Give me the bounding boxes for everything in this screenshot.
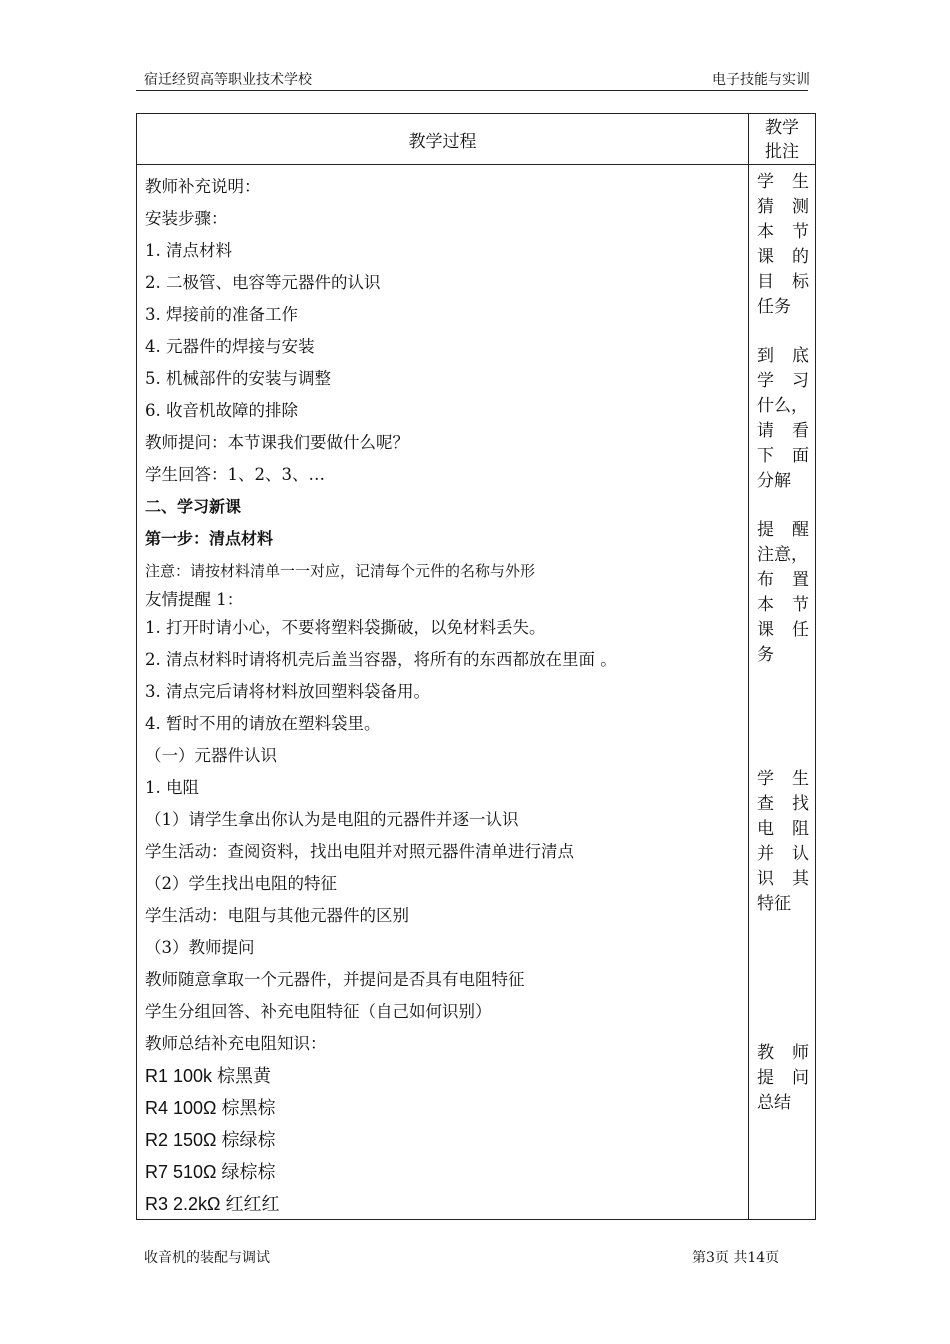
annotation-line: 务 [757, 644, 774, 665]
annotation-line: 注意， [757, 544, 808, 565]
annotation-line: 并 认 [757, 843, 809, 864]
resistor-line: R2 150Ω 棕绿棕 [145, 1130, 276, 1150]
header-school: 宿迁经贸高等职业技术学校 [144, 72, 312, 88]
annotation-line: 本 节 [757, 594, 809, 615]
annotation-line: 提 醒 [757, 520, 809, 540]
annotation-line: 课 任 [757, 619, 809, 640]
annotation-reminder [757, 518, 809, 667]
content-line: （一）元器件认识 [145, 746, 277, 765]
content-line: （2）学生找出电阻的特征 [145, 874, 337, 893]
annotation-line: 分解 [757, 470, 791, 491]
content-line: 学生分组回答、补充电阻特征（自己如何识别） [145, 1002, 492, 1021]
annotation-line: 特征 [757, 893, 791, 914]
annotation-line: 任务 [757, 296, 791, 317]
content-line: 教师提问：本节课我们要做什么呢？ [145, 433, 409, 452]
annotation-guess-goal [757, 170, 809, 319]
content-line: 6. 收音机故障的排除 [145, 401, 298, 420]
annotation-find-resistor [757, 767, 809, 916]
annotation-line: 学 生 [757, 172, 809, 192]
annotation-line: 课 的 [757, 246, 809, 267]
annotation-line: 到 底 [757, 346, 809, 366]
annotation-line: 目 标 [757, 271, 809, 292]
content-line: 教师随意拿取一个元器件，并提问是否具有电阻特征 [145, 970, 525, 989]
content-line: 5. 机械部件的安装与调整 [145, 369, 331, 388]
annotation-line: 布 置 [757, 569, 809, 590]
column-header-notes-line-2: 批注 [765, 142, 799, 162]
column-header-notes [749, 116, 815, 164]
annotation-line: 猜 测 [757, 196, 809, 217]
content-line: 注意：请按材料清单一一对应，记清每个元件的名称与外形 [145, 562, 536, 580]
content-line: 2. 二极管、电容等元器件的认识 [145, 273, 381, 292]
annotation-line: 学 生 [757, 769, 809, 789]
content-line: 3. 焊接前的准备工作 [145, 305, 298, 324]
column-header-notes-line-1: 教学 [765, 118, 799, 138]
annotation-line: 什么， [757, 395, 808, 416]
process-content [145, 171, 743, 1220]
annotation-line: 下 面 [757, 445, 809, 466]
annotation-what-to-learn [757, 344, 809, 493]
annotation-line: 提 问 [757, 1067, 809, 1088]
content-line: 学生活动：电阻与其他元器件的区别 [145, 906, 409, 925]
content-line: （1）请学生拿出你认为是电阻的元器件并逐一认识 [145, 810, 519, 829]
content-line: 4. 暂时不用的请放在塑料袋里。 [145, 714, 381, 733]
header-rule [136, 90, 808, 91]
annotation-line: 电 阻 [757, 818, 809, 839]
content-line: 学生回答：1、2、3、… [145, 465, 325, 484]
lesson-table [136, 113, 816, 1220]
annotation-line: 本 节 [757, 221, 809, 242]
content-line: 安装步骤： [145, 209, 228, 228]
resistor-line: R7 510Ω 绿棕棕 [145, 1162, 276, 1182]
header-row-divider [137, 164, 815, 165]
column-header-process: 教学过程 [408, 131, 477, 152]
footer-page-number: 第3页 共14页 [692, 1250, 780, 1266]
content-line: 1. 电阻 [145, 778, 199, 797]
column-divider [748, 114, 749, 1219]
content-line: 1. 清点材料 [145, 241, 232, 260]
content-line: 学生活动：查阅资料，找出电阻并对照元器件清单进行清点 [145, 842, 574, 861]
annotation-line: 学 习 [757, 370, 809, 391]
content-line: 1. 打开时请小心，不要将塑料袋撕破，以免材料丢失。 [145, 618, 546, 637]
annotation-teacher-summary [757, 1041, 809, 1116]
content-line: 教师补充说明： [145, 177, 261, 196]
annotation-line: 查 找 [757, 793, 809, 814]
content-line: 2. 清点材料时请将机壳后盖当容器，将所有的东西都放在里面 。 [145, 650, 617, 669]
content-line: 3. 清点完后请将材料放回塑料袋备用。 [145, 682, 430, 701]
annotation-line: 教 师 [757, 1043, 809, 1063]
step-heading: 第一步：清点材料 [145, 529, 274, 548]
annotation-line: 请 看 [757, 420, 809, 441]
annotation-line: 总结 [757, 1092, 791, 1113]
header-course: 电子技能与实训 [712, 72, 810, 88]
section-heading: 二、学习新课 [145, 497, 242, 516]
content-line: 友情提醒 1： [145, 590, 244, 609]
content-line: 4. 元器件的焊接与安装 [145, 337, 315, 356]
content-line: （3）教师提问 [145, 938, 255, 957]
resistor-line: R1 100k 棕黑黄 [145, 1066, 272, 1086]
content-line: 教师总结补充电阻知识： [145, 1034, 327, 1053]
footer-title: 收音机的装配与调试 [144, 1250, 270, 1266]
resistor-line: R3 2.2kΩ 红红红 [145, 1194, 280, 1214]
resistor-line: R4 100Ω 棕黑棕 [145, 1098, 276, 1118]
annotation-line: 识 其 [757, 868, 809, 889]
